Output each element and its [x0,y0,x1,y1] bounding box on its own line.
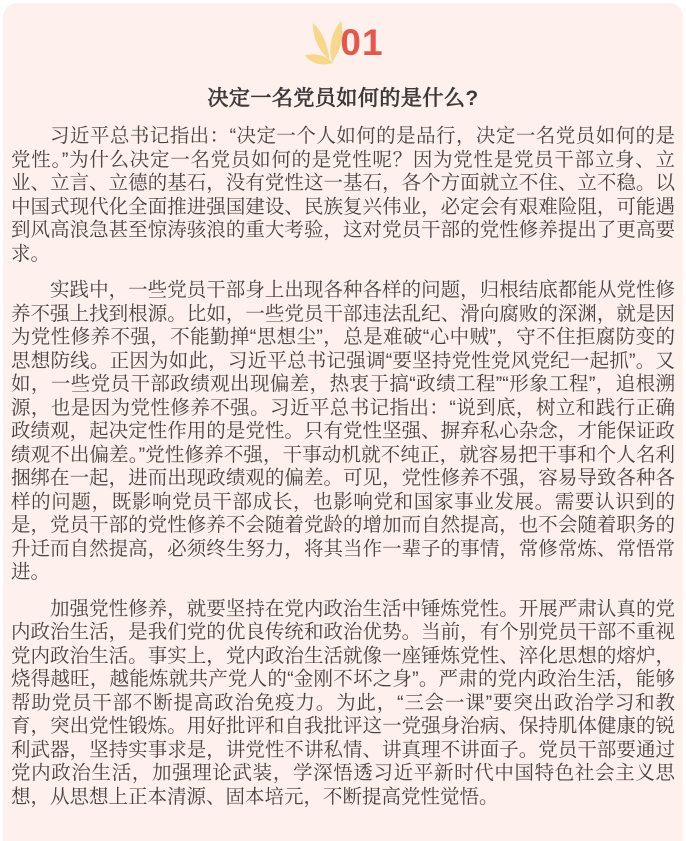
article-body [11,125,675,809]
section-number: 01 [340,22,384,63]
paragraph-2: 实践中，一些党员干部身上出现各种各样的问题，归根结底都能从党性修养不强上找到根源。比如，一些党员干部违法乱纪、滑向腐败的深渊，就是因为党性修养不强，不能勤掸“思想尘”，总是难破“心中贼”，守不住拒腐防变的思想防线。正因为如此，习近平总书记强调“要坚持党性党风党纪一起抓”。又如，一些党员干部政绩观出现偏差，热衷于搞“政绩工程”“形象工程”，追根溯源，也是因为党性修养不强。习近平总书记指出：“说到底，树立和践行正确政绩观，起决定性作用的是党性。只有党性坚强、摒弃私心杂念，才能保证政绩观不出偏差。”党性修养不强，干事动机就不纯正，就容易把干事和个人名利捆绑在一起，进而出现政绩观的偏差。可见，党性修养不强，容易导致各种各样的问题，既影响党员干部成长，也影响党和国家事业发展。需要认识到的是，党员干部的党性修养不会随着党龄的增加而自然提高，也不会随着职务的升迁而自然提高，必须终生努力，将其当作一辈子的事情，常修常炼、常悟常进。 [11,279,675,583]
section-header [11,19,675,69]
paragraph-1: 习近平总书记指出：“决定一个人如何的是品行，决定一名党员如何的是党性。”为什么决定一名党员如何的是党性呢？因为党性是党员干部立身、立业、立言、立德的基石，没有党性这一基石，各个方面就立不住、立不稳。以中国式现代化全面推进强国建设、民族复兴伟业，必定会有艰难险阻，可能遇到风高浪急甚至惊涛骇浪的重大考验，这对党员干部的党性修养提出了更高要求。 [11,125,675,265]
article-card [3,3,683,841]
paragraph-3: 加强党性修养，就要坚持在党内政治生活中锤炼党性。开展严肃认真的党内政治生活，是我们党的优良传统和政治优势。当前，有个别党员干部不重视党内政治生活。事实上，党内政治生活就像一座锤炼党性、淬化思想的熔炉，烧得越旺，越能炼就共产党人的“金刚不坏之身”。严肃的党内政治生活，能够帮助党员干部不断提高政治免疫力。为此，“三会一课”要突出政治学习和教育，突出党性锻炼。用好批评和自我批评这一党强身治病、保持肌体健康的锐利武器，坚持实事求是，讲党性不讲私情、讲真理不讲面子。党员干部要通过党内政治生活，加强理论武装，学深悟透习近平新时代中国特色社会主义思想，从思想上正本清源、固本培元，不断提高党性觉悟。 [11,597,675,808]
page-title: 决定一名党员如何的是什么? [207,87,479,110]
